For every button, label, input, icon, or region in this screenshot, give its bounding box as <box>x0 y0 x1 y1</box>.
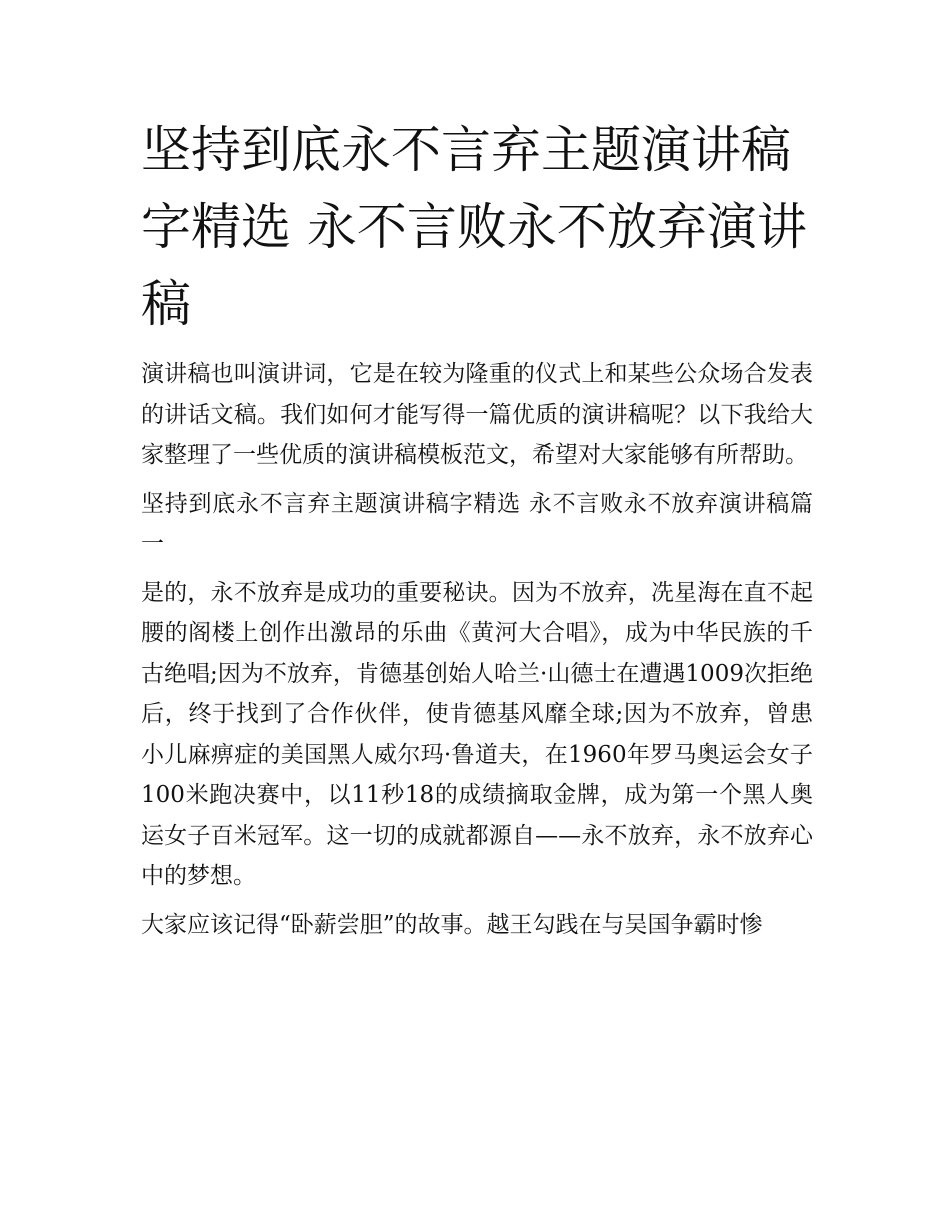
section-heading: 坚持到底永不言弃主题演讲稿字精选 永不言败永不放弃演讲稿篇一 <box>141 490 813 557</box>
body-paragraph: 大家应该记得“卧薪尝胆”的故事。越王勾践在与吴国争霸时惨 <box>141 911 763 938</box>
intro-paragraph: 演讲稿也叫演讲词，它是在较为隆重的仪式上和某些公众场合发表的讲话文稿。我们如何才能写得一篇优质的演讲稿呢？以下我给大家整理了一些优质的演讲稿模板范文，希望对大家能够有所帮助。 <box>141 361 813 468</box>
document-body <box>141 112 813 945</box>
document-title: 坚持到底永不言弃主题演讲稿字精选 永不言败永不放弃演讲稿 <box>141 121 807 333</box>
body-paragraph: 是的，永不放弃是成功的重要秘诀。因为不放弃，冼星海在直不起腰的阁楼上创作出激昂的乐曲《黄河大合唱》，成为中华民族的千古绝唱;因为不放弃，肯德基创始人哈兰·山德士在遭遇1009次拒绝后，终于找到了合作伙伴，使肯德基风靡全球;因为不放弃，曾患小儿麻痹症的美国黑人威尔玛·鲁道夫，在1960年罗马奥运会女子100米跑决赛中，以11秒18的成绩摘取金牌，成为第一个黑人奥运女子百米冠军。这一切的成就都源自——永不放弃，永不放弃心中的梦想。 <box>141 579 813 889</box>
